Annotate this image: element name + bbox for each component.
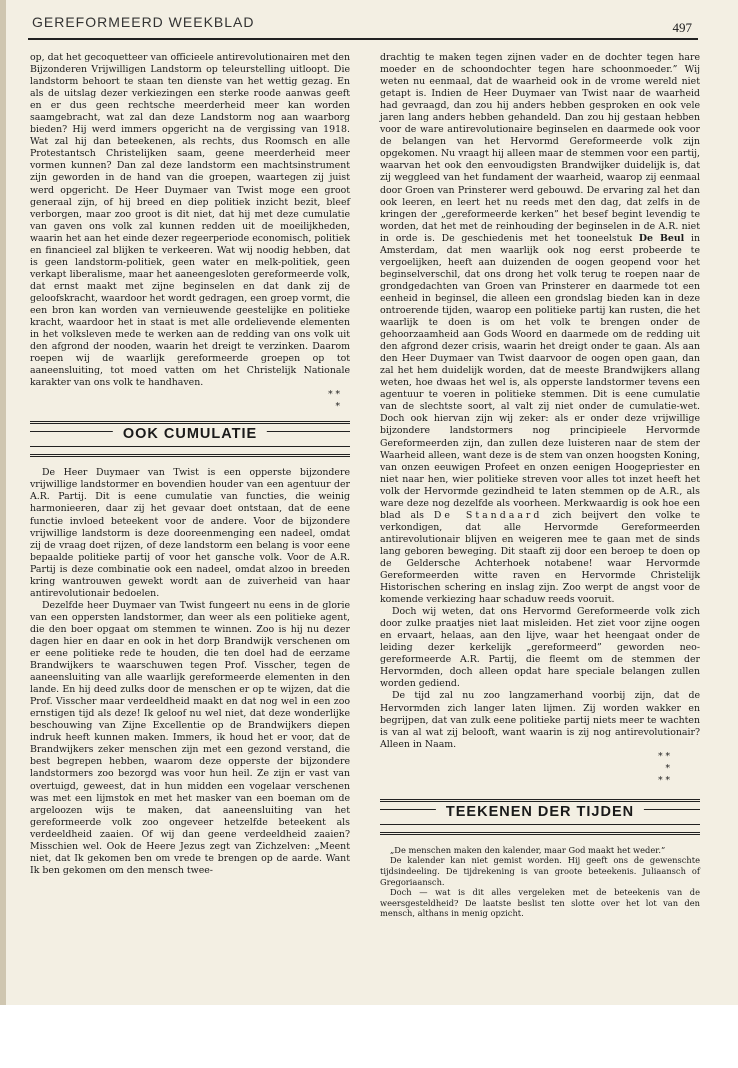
page-binding-edge: [0, 0, 6, 1068]
quote-line: „De menschen maken den kalender, maar God maakt het weder.”: [390, 844, 666, 855]
continued-paragraph: [380, 52, 700, 606]
paragraph-text: zich beijvert den volke te verkondigen, dat alle Hervormde Gereformeerden antirevolutionair blijven en weigeren mee te gaan met de sinds lang geboren beweging. Dit staaft zij door een beroep te doen op de Geldersche Achterhoek notabene! waar Hervormde Gereformeerden witte raven en Hervormde Christelijk Historischen schering en inslag zijn. Zoo werpt de angst voor de komende verkiezing haar schaduw reeds vooruit.: [380, 509, 700, 606]
intro-paragraph: op, dat het gecoquetteer van officieele antirevolutionairen met den Bijzonderen Vrijwilligen Landstorm op teleurstelling uitloopt. Die landstorm behoort te staan ten dienste van het wettig gezag. En als de uitslag dezer verkiezingen een sterke roode aanwas geeft en er dus geen rechtsche meerderheid meer kan worden saamgebracht, wat zal dan deze Landstorm nog aan waarborg bieden? Hij werd immers opgericht na de vergissing van 1918. Wat zal hij dan beteekenen, als rechts, dus Roomsch en alle Protestantsch Christelijken saam, geene meerderheid meer vormen kunnen? Dan zal deze landstorm een machtsinstrument zijn geworden in de hand van die groepen, waartegen zij juist werd opgericht. De Heer Duymaer van Twist moge een groot generaal zijn, of hij breed en diep politiek inzicht bezit, bleef verborgen, maar zoo groot is dit niet, dat hij met deze cumulatie van gaven ons volk zal kunnen redden uit de moeilijkheden, waarin het aan het einde dezer regeerperiode economisch, politiek en financieel zal blijken te verkeeren. Wat wij noodig hebben, dat is geen landstorm-politiek, geen water en melk-politiek, geen verkapt liberalisme, maar het aaneengesloten gereformeerde volk, dat ernst maakt met zijne beginselen en dat dank zij de geloofskracht, waardoor het wordt gedragen, een groep vormt, die een bron kan worden van vernieuwende geestelijke en politieke kracht, waardoor het in staat is met alle ordelievende elementen in het volksleven mede te werken aan de redding van ons volk uit den afgrond der nooden, waarin het dreigt te verzinken. Daarom roepen wij de waarlijk gereformeerde groepen op tot aaneensluiting, tot moed vatten om het Christelijk Nationale karakter van ons volk te handhaven.: [30, 52, 350, 389]
quote-paragraph: De kalender kan niet gemist worden. Hij geeft ons de gewenschte tijdsindeeling. De tijdrekening is van groote beteekenis. Juliaansch of Gregoriaansch.: [380, 855, 700, 887]
section-heading-ook-cumulatie: [30, 421, 350, 457]
heading-title: OOK CUMULATIE: [113, 428, 267, 440]
body-paragraph: De tijd zal nu zoo langzamerhand voorbij zijn, dat de Hervormden zich langer laten lijmen. Zij worden wakker en begrijpen, dat van zulk eene politieke partij niets meer te wachten is van al wat zij belooft, want waarin is zij nog antirevolutionair? Alleen in Naam.: [380, 690, 700, 750]
section-separator-stars: * * * * *: [658, 751, 670, 786]
newspaper-title-de-standaard: De Standaard: [433, 509, 543, 521]
body-paragraph: De Heer Duymaer van Twist is een opperste bijzondere vrijwillige landstormer en bovendien houder van een agentuur der A.R. Partij. Dit is eene cumulatie van functies, die weinig harmonieeren, daar zij het gevaar doet ontstaan, dat de eene functie invloed beteekent voor de andere. Voor de bijzondere vrijwillige landstorm is deze dooreenmenging een nadeel, omdat zij de vraag doet rijzen, of deze landstorm een belang is voor eene bepaalde politieke partij of voor het gansche volk. Voor de A.R. Partij is deze combinatie ook een nadeel, omdat alzoo in breeden kring wantrouwen gewekt wordt aan de zuiverheid van haar antirevolutionair bedoelen.: [30, 467, 350, 599]
left-column: [30, 52, 350, 877]
section-heading-teekenen-der-tijden: [380, 799, 700, 835]
page-number: 497: [672, 20, 692, 35]
page-bottom-margin: [0, 1005, 738, 1068]
running-title: GEREFORMEERD WEEKBLAD: [32, 14, 255, 30]
teekenen-intro: [380, 845, 700, 919]
heading-title: TEEKENEN DER TIJDEN: [436, 806, 644, 818]
body-paragraph: Dezelfde heer Duymaer van Twist fungeert nu eens in de glorie van een oppersten landstormer, dan weer als een politieke agent, die den boer opgaat om stemmen te winnen. Zoo is hij nu dezer dagen hier en daar en ook in het dorp Brandwijk verschenen om er eene politieke rede te houden, die ten doel had de eerzame Brandwijkers te waarschuwen tegen Prof. Visscher, tegen de aaneensluiting van alle waarlijk gereformeerde elementen in den lande. En hij deed zulks door de menschen er op te wijzen, dat die Prof. Visscher maar verdeeldheid maakt en dat nog wel in een zoo ernstigen tijd als deze! Ik geloof nu wel niet, dat deze wonderlijke beschouwing van Zijne Excellentie op de Brandwijkers diepen indruk heeft kunnen maken. Immers, ik houd het er voor, dat de Brandwijkers zeker menschen zijn met een gezond verstand, die best begrepen hebben, waarom deze opperste der bijzondere landstormers zoo bezorgd was voor hun heil. Ze zijn er vast van overtuigd, geweest, dat in hun midden een vogelaar verschenen was met een lijmstok en met het masker van een boeman om de argeloozen wijs te maken, dat aaneensluiting van het gereformeerde volk zoo ongeveer hetzelfde beteekent als verdeeldheid zaaien. Of wij dan geene verdeeldheid zaaien? Misschien wel. Ook de Heere Jezus zegt van Zichzelven: „Meent niet, dat Ik gekomen ben om vrede te brengen op de aarde. Want Ik ben gekomen om den mensch twee-: [30, 599, 350, 876]
quote-paragraph: Doch — wat is dit alles vergeleken met de beteekenis van de weersgesteldheid? De laatste beslist ten slotte over het lot van den mensch, althans in menig opzicht.: [380, 887, 700, 919]
paragraph-text: drachtig te maken tegen zijnen vader en de dochter tegen hare moeder en de schoondochter tegen hare schoonmoeder.” Wij weten nu eenmaal, dat de waarheid ook in de vrome wereld niet getapt is. Indien de Heer Duymaer van Twist naar de waarheid had gevraagd, dan zou hij anders hebben gesproken en ook vele jaren lang anders hebben gehandeld. Dan zou hij gestaan hebben voor de ware antirevolutionaire beginselen en daarmede ook voor de belangen van het Hervormd Gereformeerde volk zijn opgekomen. Nu vraagt hij alleen maar de stemmen voor een partij, waarvan het ook den eenvoudigsten Brandwijker duidelijk is, dat zij weggleed van het fundament der waarheid, waarop zij eenmaal door Groen van Prinsterer werd gebouwd. De ervaring zal het dan ook leeren, en leert het nu reeds met den dag, dat zelfs in de kringen der „gereformeerde kerken” het besef begint levendig te worden, dat het met de reinhouding der beginselen in de A.R. niet in orde is. De geschiedenis met het tooneelstuk: [380, 52, 700, 244]
right-column: [380, 52, 700, 919]
body-paragraph: Doch wij weten, dat ons Hervormd Gereformeerde volk zich door zulke praatjes niet laat misleiden. Het ziet voor zijne oogen en ervaart, helaas, aan den lijve, waar het heengaat onder de leiding dezer kerkelijk „gereformeerd” geworden neo-gereformeerde A.R. Partij, die fleemt om de stemmen der Hervormden, doch alleen opdat hare speciale belangen zullen worden gediend.: [380, 606, 700, 690]
play-title-de-beul: De Beul: [638, 232, 685, 244]
section-separator-stars: * * *: [328, 390, 340, 413]
page-header: [28, 8, 698, 40]
paragraph-text: in Amsterdam, dat men waarlijk ook nog eerst probeerde te vergoelijken, heeft aan duizenden de oogen geopend voor het beginselverschil, dat ons drong het volk terug te roepen naar de grondgedachten van Groen van Prinsterer en daarmede tot een eenheid in beginsel, die alleen een grondslag bieden kan in deze ontroerende tijden, waarop een politieke partij kan rusten, die het waarlijk te doen is om het volk te brengen onder de gehoorzaamheid aan Gods Woord en daarmede om de redding uit den afgrond dezer crisis, waarin het dreigt onder te gaan. Als aan den Heer Duymaer van Twist daarvoor de oogen open gaan, dan zal het hem duidelijk worden, dat de meeste Brandwijkers allang weten, hoe dwaas het wel is, als opperste landstormer tevens een agentuur te voeren in politieke stemmen. Dit is eene cumulatie van de slechtste soort, al valt zij niet onder de cumulatie-wet. Doch ook hiervan zijn wij zeker: als er onder deze vrijwillige bijzondere landstormers nog principieele Hervormde Gereformeerden zijn, dan zullen deze luisteren naar de stem der Waarheid alleen, want deze is de stem van onzen hoogsten Koning, van onzen eeuwigen Profeet en onzen eenigen Hoogepriester en niet naar hen, wier politieke streven voor alles tot inzet heeft het volk der Hervormde gezindheid te laten stemmen op de A.R., als ware deze nog dezelfde als voorheen. Merkwaardig is ook hoe een blad als: [380, 232, 700, 521]
